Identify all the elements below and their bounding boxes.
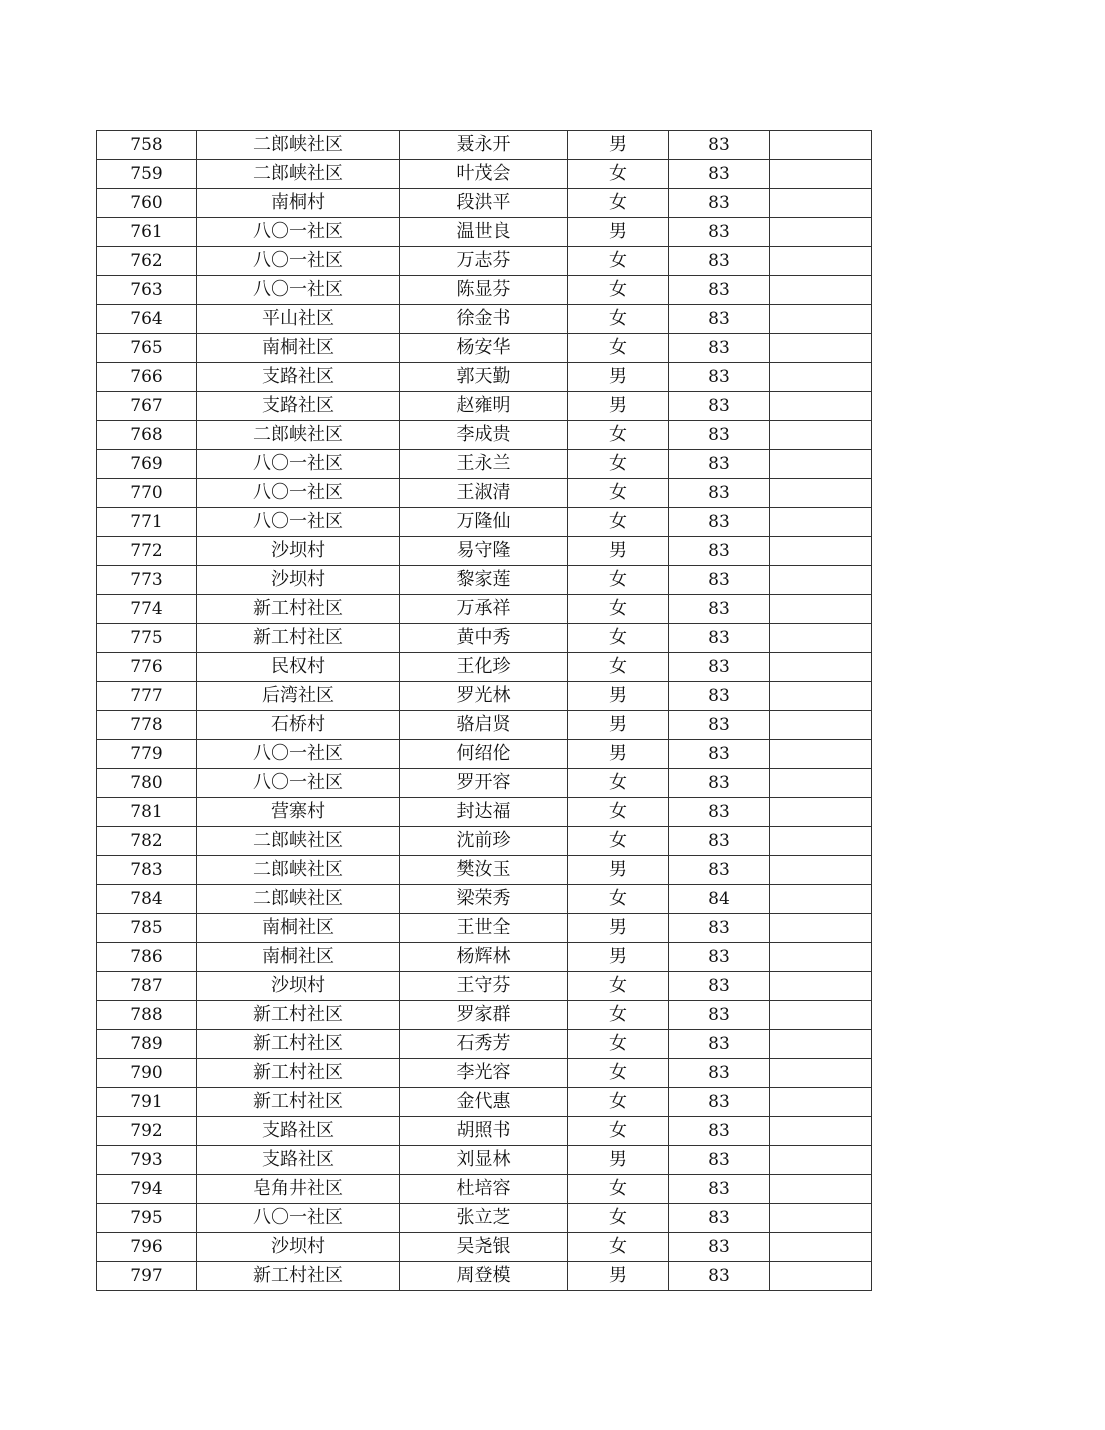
serial-number-cell: 765 xyxy=(97,334,197,363)
remarks-cell xyxy=(770,740,872,769)
community-cell: 二郎峡社区 xyxy=(197,160,400,189)
community-cell: 新工村社区 xyxy=(197,624,400,653)
age-cell: 83 xyxy=(669,276,770,305)
remarks-cell xyxy=(770,218,872,247)
person-name-cell: 李光容 xyxy=(400,1059,568,1088)
age-cell: 83 xyxy=(669,1204,770,1233)
person-name-cell: 王世全 xyxy=(400,914,568,943)
table-row xyxy=(97,450,872,479)
table-row xyxy=(97,189,872,218)
table-row xyxy=(97,131,872,160)
person-name-cell: 胡照书 xyxy=(400,1117,568,1146)
age-cell: 83 xyxy=(669,247,770,276)
community-cell: 支路社区 xyxy=(197,392,400,421)
person-name-cell: 万承祥 xyxy=(400,595,568,624)
serial-number-cell: 791 xyxy=(97,1088,197,1117)
person-name-cell: 罗家群 xyxy=(400,1001,568,1030)
serial-number-cell: 764 xyxy=(97,305,197,334)
serial-number-cell: 762 xyxy=(97,247,197,276)
serial-number-cell: 781 xyxy=(97,798,197,827)
person-name-cell: 罗光林 xyxy=(400,682,568,711)
table-row xyxy=(97,827,872,856)
age-cell: 83 xyxy=(669,653,770,682)
table-row xyxy=(97,943,872,972)
table-row xyxy=(97,537,872,566)
remarks-cell xyxy=(770,1001,872,1030)
age-cell: 83 xyxy=(669,740,770,769)
community-cell: 八〇一社区 xyxy=(197,218,400,247)
age-cell: 83 xyxy=(669,1001,770,1030)
serial-number-cell: 774 xyxy=(97,595,197,624)
person-name-cell: 易守隆 xyxy=(400,537,568,566)
table-row xyxy=(97,1117,872,1146)
serial-number-cell: 790 xyxy=(97,1059,197,1088)
table-row xyxy=(97,421,872,450)
remarks-cell xyxy=(770,856,872,885)
serial-number-cell: 760 xyxy=(97,189,197,218)
age-cell: 83 xyxy=(669,131,770,160)
gender-cell: 女 xyxy=(568,1175,669,1204)
serial-number-cell: 776 xyxy=(97,653,197,682)
person-name-cell: 王守芬 xyxy=(400,972,568,1001)
person-name-cell: 吴尧银 xyxy=(400,1233,568,1262)
table-row xyxy=(97,798,872,827)
serial-number-cell: 778 xyxy=(97,711,197,740)
community-cell: 沙坝村 xyxy=(197,566,400,595)
age-cell: 83 xyxy=(669,334,770,363)
community-cell: 八〇一社区 xyxy=(197,769,400,798)
remarks-cell xyxy=(770,1059,872,1088)
serial-number-cell: 789 xyxy=(97,1030,197,1059)
remarks-cell xyxy=(770,972,872,1001)
person-name-cell: 樊汝玉 xyxy=(400,856,568,885)
remarks-cell xyxy=(770,276,872,305)
community-cell: 石桥村 xyxy=(197,711,400,740)
table-row xyxy=(97,218,872,247)
age-cell: 83 xyxy=(669,914,770,943)
remarks-cell xyxy=(770,421,872,450)
gender-cell: 女 xyxy=(568,160,669,189)
community-cell: 南桐社区 xyxy=(197,943,400,972)
serial-number-cell: 758 xyxy=(97,131,197,160)
remarks-cell xyxy=(770,624,872,653)
remarks-cell xyxy=(770,189,872,218)
table-row xyxy=(97,508,872,537)
remarks-cell xyxy=(770,1088,872,1117)
serial-number-cell: 792 xyxy=(97,1117,197,1146)
remarks-cell xyxy=(770,1117,872,1146)
remarks-cell xyxy=(770,711,872,740)
table-row xyxy=(97,160,872,189)
gender-cell: 女 xyxy=(568,1117,669,1146)
gender-cell: 男 xyxy=(568,711,669,740)
person-name-cell: 郭天勤 xyxy=(400,363,568,392)
person-name-cell: 石秀芳 xyxy=(400,1030,568,1059)
age-cell: 83 xyxy=(669,189,770,218)
gender-cell: 女 xyxy=(568,421,669,450)
serial-number-cell: 780 xyxy=(97,769,197,798)
gender-cell: 女 xyxy=(568,189,669,218)
age-cell: 83 xyxy=(669,769,770,798)
serial-number-cell: 785 xyxy=(97,914,197,943)
community-cell: 八〇一社区 xyxy=(197,1204,400,1233)
person-name-cell: 王化珍 xyxy=(400,653,568,682)
remarks-cell xyxy=(770,508,872,537)
table-row xyxy=(97,276,872,305)
community-cell: 新工村社区 xyxy=(197,1001,400,1030)
community-cell: 支路社区 xyxy=(197,1146,400,1175)
age-cell: 83 xyxy=(669,1233,770,1262)
person-name-cell: 黄中秀 xyxy=(400,624,568,653)
gender-cell: 女 xyxy=(568,247,669,276)
gender-cell: 女 xyxy=(568,827,669,856)
gender-cell: 女 xyxy=(568,1059,669,1088)
remarks-cell xyxy=(770,479,872,508)
person-name-cell: 徐金书 xyxy=(400,305,568,334)
community-cell: 八〇一社区 xyxy=(197,247,400,276)
community-cell: 南桐村 xyxy=(197,189,400,218)
age-cell: 83 xyxy=(669,1117,770,1146)
age-cell: 83 xyxy=(669,1175,770,1204)
table-row xyxy=(97,711,872,740)
community-cell: 新工村社区 xyxy=(197,1059,400,1088)
community-cell: 后湾社区 xyxy=(197,682,400,711)
gender-cell: 女 xyxy=(568,653,669,682)
age-cell: 83 xyxy=(669,624,770,653)
table-row xyxy=(97,1001,872,1030)
roster-table-body xyxy=(97,131,872,1291)
serial-number-cell: 775 xyxy=(97,624,197,653)
gender-cell: 男 xyxy=(568,943,669,972)
person-name-cell: 何绍伦 xyxy=(400,740,568,769)
remarks-cell xyxy=(770,885,872,914)
gender-cell: 女 xyxy=(568,1233,669,1262)
community-cell: 二郎峡社区 xyxy=(197,131,400,160)
remarks-cell xyxy=(770,943,872,972)
age-cell: 84 xyxy=(669,885,770,914)
age-cell: 83 xyxy=(669,943,770,972)
gender-cell: 女 xyxy=(568,508,669,537)
serial-number-cell: 772 xyxy=(97,537,197,566)
table-row xyxy=(97,1233,872,1262)
age-cell: 83 xyxy=(669,363,770,392)
person-name-cell: 赵雍明 xyxy=(400,392,568,421)
age-cell: 83 xyxy=(669,218,770,247)
person-name-cell: 沈前珍 xyxy=(400,827,568,856)
serial-number-cell: 788 xyxy=(97,1001,197,1030)
person-name-cell: 万隆仙 xyxy=(400,508,568,537)
person-name-cell: 罗开容 xyxy=(400,769,568,798)
serial-number-cell: 770 xyxy=(97,479,197,508)
serial-number-cell: 796 xyxy=(97,1233,197,1262)
age-cell: 83 xyxy=(669,856,770,885)
serial-number-cell: 766 xyxy=(97,363,197,392)
age-cell: 83 xyxy=(669,305,770,334)
person-name-cell: 刘显林 xyxy=(400,1146,568,1175)
gender-cell: 男 xyxy=(568,392,669,421)
remarks-cell xyxy=(770,160,872,189)
community-cell: 平山社区 xyxy=(197,305,400,334)
serial-number-cell: 794 xyxy=(97,1175,197,1204)
serial-number-cell: 777 xyxy=(97,682,197,711)
gender-cell: 男 xyxy=(568,218,669,247)
table-row xyxy=(97,1146,872,1175)
table-row xyxy=(97,247,872,276)
remarks-cell xyxy=(770,363,872,392)
age-cell: 83 xyxy=(669,1059,770,1088)
table-row xyxy=(97,885,872,914)
table-row xyxy=(97,1059,872,1088)
age-cell: 83 xyxy=(669,508,770,537)
table-row xyxy=(97,682,872,711)
person-name-cell: 陈显芬 xyxy=(400,276,568,305)
person-name-cell: 王淑清 xyxy=(400,479,568,508)
gender-cell: 男 xyxy=(568,1262,669,1291)
community-cell: 新工村社区 xyxy=(197,595,400,624)
table-row xyxy=(97,740,872,769)
serial-number-cell: 797 xyxy=(97,1262,197,1291)
person-name-cell: 金代惠 xyxy=(400,1088,568,1117)
gender-cell: 男 xyxy=(568,914,669,943)
community-cell: 二郎峡社区 xyxy=(197,856,400,885)
age-cell: 83 xyxy=(669,827,770,856)
serial-number-cell: 779 xyxy=(97,740,197,769)
remarks-cell xyxy=(770,827,872,856)
table-row xyxy=(97,624,872,653)
remarks-cell xyxy=(770,653,872,682)
gender-cell: 女 xyxy=(568,566,669,595)
age-cell: 83 xyxy=(669,1088,770,1117)
age-cell: 83 xyxy=(669,1146,770,1175)
gender-cell: 男 xyxy=(568,740,669,769)
gender-cell: 女 xyxy=(568,479,669,508)
serial-number-cell: 761 xyxy=(97,218,197,247)
gender-cell: 女 xyxy=(568,595,669,624)
community-cell: 二郎峡社区 xyxy=(197,885,400,914)
gender-cell: 女 xyxy=(568,1088,669,1117)
community-cell: 八〇一社区 xyxy=(197,508,400,537)
remarks-cell xyxy=(770,1146,872,1175)
gender-cell: 女 xyxy=(568,972,669,1001)
person-name-cell: 聂永开 xyxy=(400,131,568,160)
table-row xyxy=(97,1204,872,1233)
community-cell: 南桐社区 xyxy=(197,914,400,943)
community-cell: 八〇一社区 xyxy=(197,740,400,769)
serial-number-cell: 782 xyxy=(97,827,197,856)
remarks-cell xyxy=(770,1204,872,1233)
remarks-cell xyxy=(770,595,872,624)
gender-cell: 女 xyxy=(568,305,669,334)
serial-number-cell: 769 xyxy=(97,450,197,479)
person-name-cell: 骆启贤 xyxy=(400,711,568,740)
community-cell: 新工村社区 xyxy=(197,1088,400,1117)
gender-cell: 男 xyxy=(568,131,669,160)
table-row xyxy=(97,334,872,363)
table-row xyxy=(97,653,872,682)
serial-number-cell: 795 xyxy=(97,1204,197,1233)
gender-cell: 女 xyxy=(568,276,669,305)
age-cell: 83 xyxy=(669,1030,770,1059)
table-row xyxy=(97,769,872,798)
serial-number-cell: 787 xyxy=(97,972,197,1001)
serial-number-cell: 771 xyxy=(97,508,197,537)
remarks-cell xyxy=(770,769,872,798)
community-cell: 民权村 xyxy=(197,653,400,682)
community-cell: 沙坝村 xyxy=(197,1233,400,1262)
gender-cell: 女 xyxy=(568,1001,669,1030)
person-name-cell: 万志芬 xyxy=(400,247,568,276)
person-name-cell: 周登模 xyxy=(400,1262,568,1291)
age-cell: 83 xyxy=(669,972,770,1001)
remarks-cell xyxy=(770,566,872,595)
age-cell: 83 xyxy=(669,450,770,479)
roster-table xyxy=(96,130,872,1291)
age-cell: 83 xyxy=(669,566,770,595)
table-row xyxy=(97,363,872,392)
remarks-cell xyxy=(770,450,872,479)
gender-cell: 男 xyxy=(568,537,669,566)
gender-cell: 男 xyxy=(568,363,669,392)
community-cell: 皂角井社区 xyxy=(197,1175,400,1204)
gender-cell: 女 xyxy=(568,769,669,798)
age-cell: 83 xyxy=(669,682,770,711)
remarks-cell xyxy=(770,1233,872,1262)
age-cell: 83 xyxy=(669,798,770,827)
gender-cell: 女 xyxy=(568,1204,669,1233)
remarks-cell xyxy=(770,1262,872,1291)
table-row xyxy=(97,1175,872,1204)
remarks-cell xyxy=(770,247,872,276)
gender-cell: 男 xyxy=(568,682,669,711)
serial-number-cell: 784 xyxy=(97,885,197,914)
table-row xyxy=(97,595,872,624)
community-cell: 八〇一社区 xyxy=(197,450,400,479)
remarks-cell xyxy=(770,798,872,827)
person-name-cell: 李成贵 xyxy=(400,421,568,450)
remarks-cell xyxy=(770,1175,872,1204)
remarks-cell xyxy=(770,682,872,711)
gender-cell: 男 xyxy=(568,1146,669,1175)
person-name-cell: 段洪平 xyxy=(400,189,568,218)
gender-cell: 女 xyxy=(568,1030,669,1059)
table-row xyxy=(97,1088,872,1117)
person-name-cell: 张立芝 xyxy=(400,1204,568,1233)
person-name-cell: 梁荣秀 xyxy=(400,885,568,914)
gender-cell: 男 xyxy=(568,856,669,885)
serial-number-cell: 763 xyxy=(97,276,197,305)
age-cell: 83 xyxy=(669,479,770,508)
community-cell: 沙坝村 xyxy=(197,537,400,566)
gender-cell: 女 xyxy=(568,624,669,653)
age-cell: 83 xyxy=(669,160,770,189)
community-cell: 新工村社区 xyxy=(197,1262,400,1291)
remarks-cell xyxy=(770,914,872,943)
age-cell: 83 xyxy=(669,392,770,421)
table-row xyxy=(97,972,872,1001)
community-cell: 八〇一社区 xyxy=(197,276,400,305)
table-row xyxy=(97,392,872,421)
person-name-cell: 杨辉林 xyxy=(400,943,568,972)
remarks-cell xyxy=(770,131,872,160)
remarks-cell xyxy=(770,392,872,421)
community-cell: 新工村社区 xyxy=(197,1030,400,1059)
table-row xyxy=(97,856,872,885)
community-cell: 支路社区 xyxy=(197,363,400,392)
serial-number-cell: 786 xyxy=(97,943,197,972)
age-cell: 83 xyxy=(669,595,770,624)
table-row xyxy=(97,479,872,508)
community-cell: 八〇一社区 xyxy=(197,479,400,508)
gender-cell: 女 xyxy=(568,885,669,914)
table-row xyxy=(97,914,872,943)
remarks-cell xyxy=(770,537,872,566)
table-row xyxy=(97,305,872,334)
remarks-cell xyxy=(770,1030,872,1059)
person-name-cell: 封达福 xyxy=(400,798,568,827)
community-cell: 营寨村 xyxy=(197,798,400,827)
serial-number-cell: 793 xyxy=(97,1146,197,1175)
community-cell: 二郎峡社区 xyxy=(197,421,400,450)
person-name-cell: 温世良 xyxy=(400,218,568,247)
serial-number-cell: 783 xyxy=(97,856,197,885)
serial-number-cell: 768 xyxy=(97,421,197,450)
community-cell: 二郎峡社区 xyxy=(197,827,400,856)
serial-number-cell: 767 xyxy=(97,392,197,421)
gender-cell: 女 xyxy=(568,798,669,827)
table-row xyxy=(97,1030,872,1059)
person-name-cell: 叶茂会 xyxy=(400,160,568,189)
serial-number-cell: 773 xyxy=(97,566,197,595)
table-row xyxy=(97,1262,872,1291)
serial-number-cell: 759 xyxy=(97,160,197,189)
gender-cell: 女 xyxy=(568,334,669,363)
remarks-cell xyxy=(770,305,872,334)
table-row xyxy=(97,566,872,595)
remarks-cell xyxy=(770,334,872,363)
person-name-cell: 王永兰 xyxy=(400,450,568,479)
age-cell: 83 xyxy=(669,537,770,566)
gender-cell: 女 xyxy=(568,450,669,479)
person-name-cell: 杜培容 xyxy=(400,1175,568,1204)
community-cell: 南桐社区 xyxy=(197,334,400,363)
age-cell: 83 xyxy=(669,421,770,450)
person-name-cell: 杨安华 xyxy=(400,334,568,363)
community-cell: 沙坝村 xyxy=(197,972,400,1001)
age-cell: 83 xyxy=(669,1262,770,1291)
person-name-cell: 黎家莲 xyxy=(400,566,568,595)
community-cell: 支路社区 xyxy=(197,1117,400,1146)
age-cell: 83 xyxy=(669,711,770,740)
